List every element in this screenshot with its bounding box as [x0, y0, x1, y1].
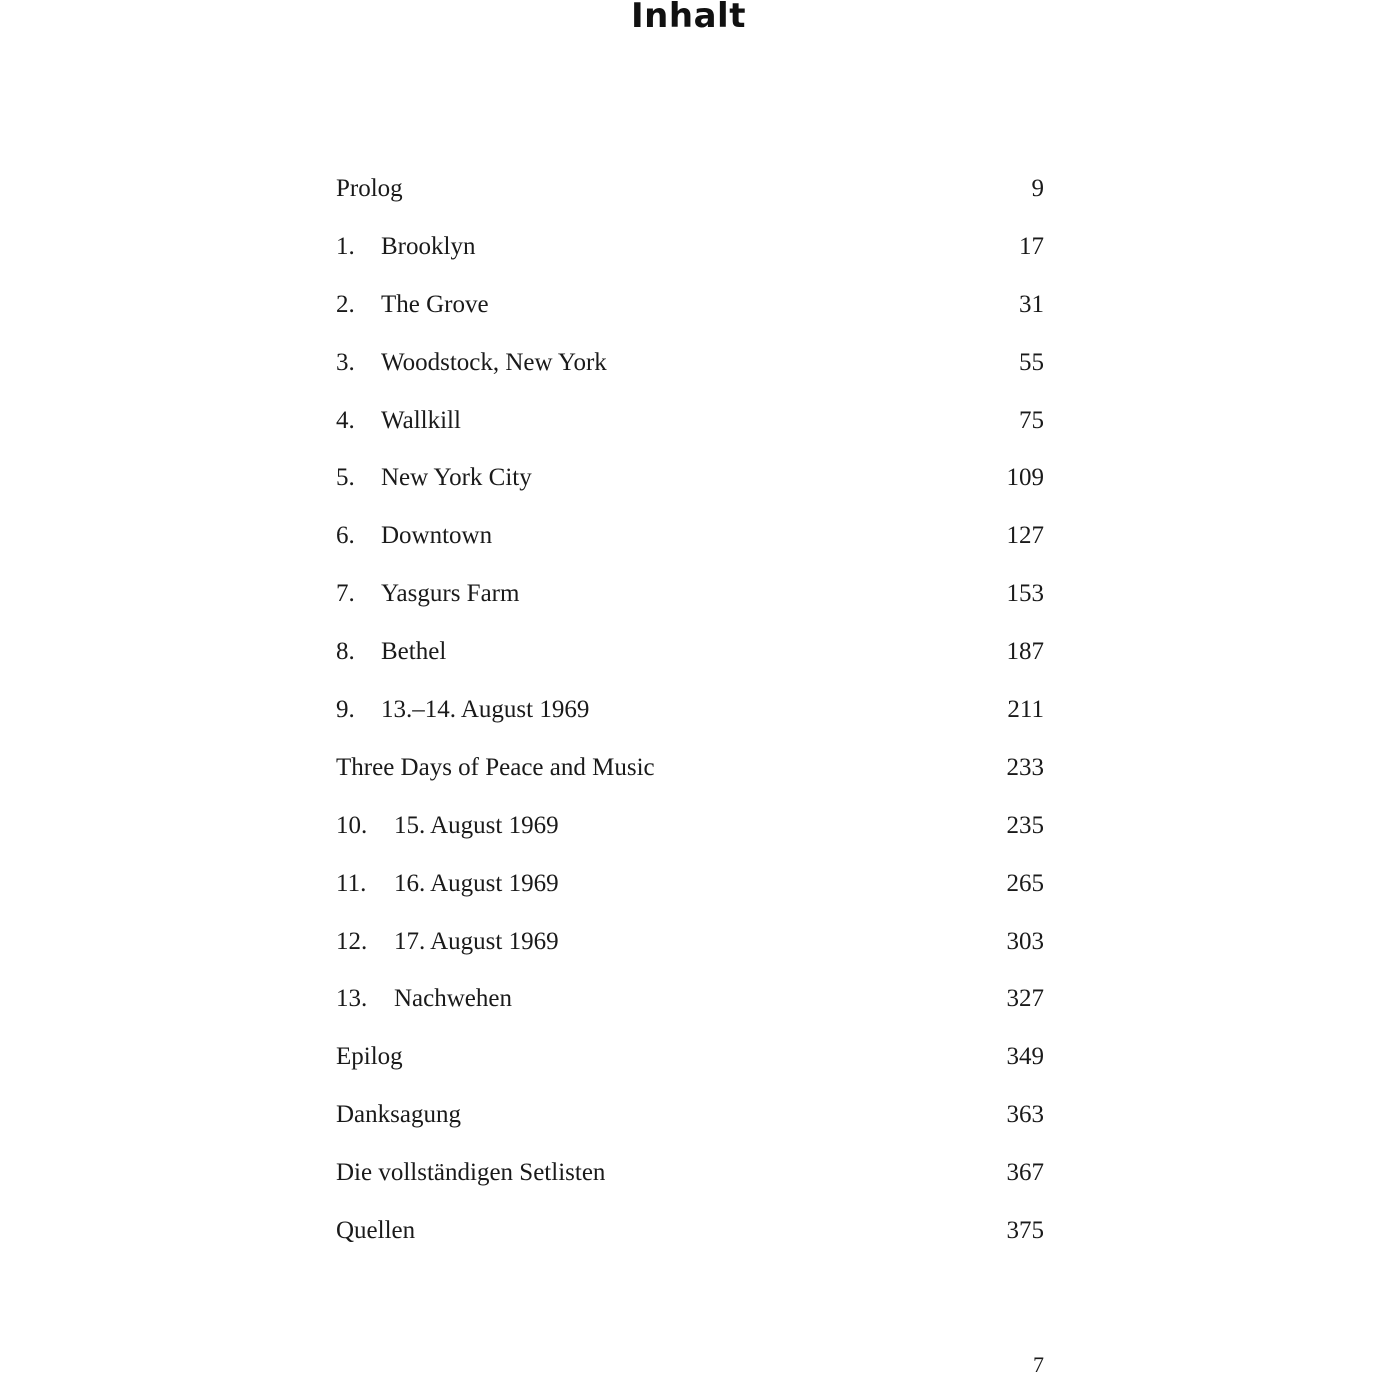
- toc-entry[interactable]: [336, 681, 1044, 739]
- toc-entry-page: 303: [1006, 927, 1044, 955]
- toc-entry-number: 11.: [336, 869, 367, 897]
- toc-entry-page: 153: [1006, 580, 1044, 608]
- toc-entry[interactable]: [336, 623, 1044, 681]
- toc-entry[interactable]: [336, 1028, 1044, 1086]
- toc-entry-number: 5.: [336, 464, 355, 492]
- toc-entry-page: 233: [1006, 753, 1044, 781]
- toc-entry-title: Downtown: [381, 522, 493, 550]
- toc-entry-number: 8.: [336, 638, 355, 666]
- toc-entry-title: Danksagung: [336, 1101, 461, 1129]
- toc-entry-page: 327: [1006, 985, 1044, 1013]
- toc-entry-title: Prolog: [336, 175, 403, 202]
- toc-entry-number: 2.: [336, 290, 355, 318]
- toc-entry[interactable]: [336, 449, 1044, 507]
- toc-entry-page: 349: [1006, 1043, 1044, 1071]
- toc-entry-page: 211: [1007, 696, 1044, 724]
- toc-entry[interactable]: [336, 970, 1044, 1028]
- toc-entry-number: 9.: [336, 696, 355, 724]
- toc-entry-title: Epilog: [336, 1043, 403, 1071]
- toc-entry-title: Nachwehen: [394, 985, 512, 1013]
- toc-entry-title: Bethel: [381, 638, 447, 666]
- toc-entry-title: 17. August 1969: [394, 927, 559, 955]
- toc-entry-page: 127: [1006, 522, 1044, 550]
- toc-entry-title: New York City: [381, 464, 532, 492]
- toc-entry-page: 109: [1006, 464, 1044, 492]
- toc-entry-title: 15. August 1969: [394, 811, 559, 839]
- toc-entry[interactable]: [336, 913, 1044, 971]
- toc-entry-page: 265: [1006, 869, 1044, 897]
- toc-entry[interactable]: [336, 334, 1044, 392]
- toc-entry-page: 187: [1006, 638, 1044, 666]
- toc-entry-title: Wallkill: [381, 406, 461, 434]
- toc-entry-number: 3.: [336, 348, 355, 376]
- toc-entry-page: 235: [1006, 811, 1044, 839]
- toc-entry-title: Woodstock, New York: [381, 348, 607, 376]
- toc-entry-title: Yasgurs Farm: [381, 580, 520, 608]
- toc-entry-title: Brooklyn: [381, 232, 476, 260]
- toc-entry[interactable]: [336, 855, 1044, 913]
- toc-entry-title: Three Days of Peace and Music: [336, 753, 655, 781]
- toc-entry[interactable]: [336, 218, 1044, 276]
- toc-entry[interactable]: [336, 739, 1044, 797]
- toc-entry-number: 4.: [336, 406, 355, 434]
- toc-entry-page: 17: [1019, 232, 1044, 260]
- toc-entry[interactable]: [336, 507, 1044, 565]
- table-of-contents: [336, 160, 1044, 1260]
- toc-entry-page: 75: [1019, 406, 1044, 434]
- toc-entry-page: 375: [1006, 1217, 1044, 1245]
- toc-entry-number: 1.: [336, 232, 355, 260]
- toc-entry-title: Quellen: [336, 1217, 416, 1245]
- toc-entry-number: 7.: [336, 580, 355, 608]
- toc-entry[interactable]: [336, 1086, 1044, 1144]
- toc-entry-number: 6.: [336, 522, 355, 550]
- toc-entry-page: 9: [1031, 175, 1044, 202]
- toc-entry[interactable]: [336, 797, 1044, 855]
- toc-entry[interactable]: [336, 160, 1044, 218]
- toc-entry[interactable]: [336, 392, 1044, 450]
- toc-entry[interactable]: [336, 276, 1044, 334]
- toc-entry[interactable]: [336, 565, 1044, 623]
- toc-entry-title: 13.–14. August 1969: [381, 696, 590, 724]
- toc-entry-number: 12.: [336, 927, 368, 955]
- toc-entry-page: 363: [1006, 1101, 1044, 1129]
- toc-entry-page: 367: [1006, 1159, 1044, 1187]
- toc-entry-page: 55: [1019, 348, 1044, 376]
- page-title: Inhalt: [631, 0, 746, 36]
- toc-entry-title: The Grove: [381, 290, 489, 318]
- toc-entry-title: 16. August 1969: [394, 869, 559, 897]
- toc-entry-number: 13.: [336, 985, 368, 1013]
- toc-entry[interactable]: [336, 1202, 1044, 1260]
- toc-entry-number: 10.: [336, 811, 368, 839]
- toc-entry-title: Die vollständigen Setlisten: [336, 1159, 606, 1187]
- toc-entry[interactable]: [336, 1144, 1044, 1202]
- toc-entry-page: 31: [1019, 290, 1044, 318]
- page-number: 7: [1033, 1352, 1044, 1377]
